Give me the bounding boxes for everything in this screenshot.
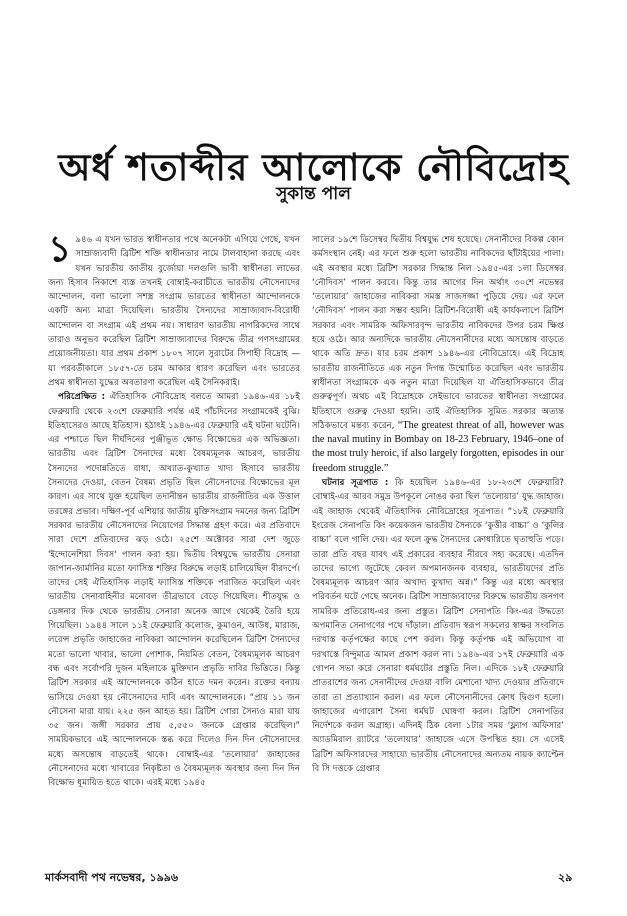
left-paragraph-2-text: ঐতিহাসিক নৌবিদ্রোহ বলতে আমরা ১৯৪৬-এর ১৮ই ফেব্রুয়ারি থেকে ২৩শে ফেব্রুয়ারি পর্যন্ত এই পাঁচদিনের সংগ্রামকেই বুঝি। ইতিহাসেরও আছে ইতিহাস। হঠাৎই ১৯৪৬-এর ফেব্রুয়ারি এই ঘটনা ঘটেনি। এর পশ্চাতে ছিল দীর্ঘদিনের পুঞ্জীভূত ক্ষোভ বিক্ষোভের এক অভিজ্ঞতা। ভারতীয় এবং ব্রিটিশ সৈনাদের মধ্যে বৈষম্যমূলক আচরণ, ভারতীয় সৈন্যদের পদোন্নতিতে বাধা, অখ্যাত-কুখ্যাত খাদ্য হিসাবে ভারতীয় সৈন্যদের দেওয়া, বেতন বৈষম্য প্রভৃতি ছিল নৌসেনাদের বিক্ষোভের মূল কারণ। এর সাথে যুক্ত হয়েছিল তদানীন্তন ভারতীয় রাজনীতির এক উত্তাল তরঙ্গের প্রভাব। দক্ষিণ-পূর্ব এশিয়ার জাতীয় মুক্তিসংগ্রাম দমনের জন্য ব্রিটিশ সরকার ভারতীয় নৌসেনাদের নিয়োগের সিদ্ধান্ত গ্রহণ করে। এর প্রতিবাদে সারা দেশে প্রতিবাদের ঝড় ওঠে। ২৫শে অক্টোবর সারা দেশ জুড়ে 'ইন্দোনেশিয়া দিবস' পালন করা হয়। দ্বিতীয় বিশ্বযুদ্ধে ভারতীয় সেনারা জাপান-জার্মানির মতো ফ্যাসিস্ত শক্তির বিরুদ্ধে লড়াই চালিয়েছিল বীরদর্পে। তাদের সেই ঐতিহাসিক লড়াই ফ্যাসিস্ত শক্তিকে পরাজিত করেছিল এবং ভারতীয় সেনাবাহিনীর মনোবল তীব্রভাবে বেড়ে গিয়েছিল। শীতযুদ্ধ ও ডেঙ্গনার দিক থেকে ভারতীয় সেনারা অনেক আগে থেকেই তৈরি হয়ে গিয়েছিল। ১৯৪৪ সালে ১১ই ফেব্রুয়ারি কলোজ, কুমাওন, আউধ, মারাজ, লরেন্স প্রভৃতি জাহাজের নাবিকরা আন্দোলন করেছিলেন ব্রিটিশ সৈন্যদের মতো ভালো খাবার, ভালো পোশাক, নিয়মিত বেতন, বৈষম্যমূলক আচরণ বন্ধ এবং সর্বোপরি দুজন মহিলাকে মুক্তিদান প্রভৃতি দাবির ভিত্তিতে। কিন্তু ব্রিটিশ সরকার এই আন্দোলনকে কঠিন হাতে দমন করেন। রক্তের বন্যায় ভাসিয়ে দেওয়া হয় নৌসেনাদের দাবি এবং আন্দোলনকে। “প্রায় ১১ জন নৌসেনা মারা যায়। ২২৫ জন আহত হয়। ব্রিটিশ গোরা সৈন্যও মারা যায় ৩৫ জন। জঙ্গী সরকার প্রায় ৫,৫৫০ জনকে গ্রেপ্তার করেছিল।” সাময়িকভাবে এই আন্দোলনকে স্তব্ধ করে দিলেও দিন দিন নৌসেনাদের মধ্যে অসন্তোষ বাড়তেই থাকে। বোম্বাই-এর ‘তলোয়ার’ জাহাজের নৌসেনাদের মধ্যে খাবারের নিকৃষ্টতা ও বৈষম্যমূলক অবস্থার জন্য দিন দিন বিক্ষোভ ধূমায়িত হতে থাকে। এরই মধ্যে ১৯৪৫ <box>48 392 300 789</box>
section-heading-context: পরিপ্রেক্ষিত : <box>58 392 106 403</box>
right-paragraph-2-text: কি হয়েছিল ১৯৪৬-এর ১৮-২৩শে ফেব্রুয়ারি? বোম্বাই-এর আরব সমুদ্র উপকূলে নোঙর করা ছিল ‘তলোয়ার’ যুদ্ধ জাহাজ। এই জাহাজ থেকেই ঐতিহাসিক নৌবিদ্রোহের সূত্রপাত। “১৮ই ফেব্রুয়ারি ইংরেজ সেনাপতি কিং কয়েকজন ভারতীয় সৈন্যকে ‘কুত্তীর বাচ্চা’ ও ‘কুলির বাচ্চা’ বলে গালি দেয়। এর ফলে ক্রুদ্ধ সৈন্যদের ক্রোধাগ্নিতে ঘৃতাহুতি পড়ে। তারা প্রতি বছর যাবৎ এই প্রকারের ব্যবহার নীরবে সহ্য করেছে। এতদিন তাদের ভাগ্যে জুটেছে কেবল অপমানজনক ব্যবহার, ভারতীয়দের প্রতি বৈষম্যমূলক আচরণ আর অখাদ্য কুখাদ্য অন্ন।” কিন্তু এর মধ্যে অবস্থার পরিবর্তন ঘটে গেছে অনেক। ব্রিটিশ সাম্রাজ্যবাদের বিরুদ্ধে ভারতীয় জনগণ সামরিক প্রতিরোধ-এর জন্য প্রস্তুত। ব্রিটিশ সেনাপতি কিং-এর উদ্ধত্যে অপমানিত সেনাগণের পথে দাঁড়াল। প্রতিবাদ স্বরূপ সকলের স্বাক্ষর সংবলিত দরখাস্ত কর্তৃপক্ষের কাছে পেশ করল। কিন্তু কর্তৃপক্ষ এই অভিযোগ বা দরখাস্তে বিন্দুমাত্র আমল প্রকাশ করল না। ১৯৪৬-এর ১৭ই ফেব্রুয়ারি এক গোপন সভা করে সেনারা ধর্মঘটের প্রস্তুতি নিল। এদিকে ১৮ই ফেব্রুয়ারি প্রাতরাশের জন্য সেনানীদের দেওয়া বালি মেশানো খাদ্য দেওয়ার প্রতিবাদে তারা তা প্রত্যাখ্যান করল। এর ফলে নৌসেনানীদের ক্রোধ দ্বিগুণ হলো। জাহাজের এগারোশ সৈন্য ধর্মঘট ঘোষণা করল। ব্রিটিশ সেনাপতির নির্দেশকে করল অগ্রাহ্য। এদিনই ঠিক বেলা ১টার সময় ‘ফ্ল্যাগ অফিসার’ অ্যাডমিরাল র‍্যাটরে ‘তলোয়ার’ জাহাজে এসে উপস্থিত হয়। সে এসেই ব্রিটিশ অফিসারদের সাহায্যে ভারতীয় নৌসেনাদের অন্যতম নায়ক ক্যাপ্টেন বি সি দত্তকে গ্রেপ্তার <box>312 478 564 774</box>
right-paragraph-2 <box>312 476 564 776</box>
article-author: সুকান্ত পাল <box>276 184 351 204</box>
right-paragraph-1-text: সালের ১৯শে ডিসেম্বর দ্বিতীয় বিশ্বযুদ্ধ শেষ হয়েছে। সেনানীদের বিকল্প কোন কর্মসংস্থান নেই। এর ফলে শুরু হলো ভারতীয় নাবিকদের ছাঁটাইয়ের পালা। এই অবস্থার মধ্যে ব্রিটিশ সরকার সিদ্ধান্ত নিল ১৯৪৫-এর ১লা ডিসেম্বর ‘নৌদিবস’ পালন করবে। কিন্তু তার আগের দিন অর্থাৎ ৩০শে নভেম্বর ‘তলোয়ার’ জাহাজের নাবিকরা সমস্ত সাজসজ্জা পুড়িয়ে দেয়। এর ফলে ‘নৌদিবস’ পালন করা সম্ভব হয়নি। ব্রিটিশ-বিরোধী এই কার্যকলাপে ব্রিটিশ সরকার এবং সামরিক অফিসারবৃন্দ ভারতীয় নাবিকদের উপর চরম ক্ষিপ্ত হয়ে ওঠে। আর অন্যদিকে ভারতীয় নৌসেনানীদের মধ্যে অসন্তোষ বাড়তে থাকে অতি দ্রুত। যার চরম প্রকাশ ১৯৪৬-এর নৌবিদ্রোহে। এই বিদ্রোহ ভারতীয় রাজনীতিতে এক নতুন দিগন্ত উন্মোচিত করেছিল এবং ভারতীয় স্বাধীনতা সংগ্রামকে এক নতুন মাত্রা দিয়েছিল যা ঐতিহাসিকভাবে তীব্র গুরুত্বপূর্ণ। অথচ এই বিদ্রোহকে সেইভাবে ভারতের স্বাধীনতা সংগ্রামের ইতিহাসে গুরুত্ব দেওয়া হয়নি। তাই ঐতিহাসিক সুমিত সরকার অত্যন্ত সঠিকভাবে মন্তব্য করেন, <box>312 235 564 431</box>
english-quote: “The greatest threat of all, however was the naval mutiny in Bombay on 18-23 February, 1946–one of the most truly heroic, if also largely forgotten, episodes in our freedom struggle.” <box>312 419 564 474</box>
section-heading-origin: ঘটনার সূত্রপাত : <box>322 478 389 489</box>
right-paragraph-1 <box>312 233 564 476</box>
left-paragraph-1 <box>48 233 300 390</box>
left-paragraph-1-text: ৯৪৬ এ যখন ভারত স্বাধীনতার পথে অনেকটা এগিয়ে গেছে, যখন সাম্রাজ্যবাদী ব্রিটিশ শক্তি স্বাধীনতার নামে টালবাহানা করছে এবং যখন ভারতীয় জাতীয় বুর্জোয়া দলগুলি ভাবী স্বাধীনতা লাভের জন্য হিসাব নিকাশে ব্যস্ত তখনই বোম্বাই-করাচীতে ভারতীয় নৌসেনাদের আন্দোলন, বলা ভালো সশস্ত্র সংগ্রাম ভারতের স্বাধীনতা আন্দোলনকে একটি অন্য মাত্রা দিয়েছিল। ভারতীয় সৈন্যদের সাম্রাজ্যবাদ-বিরোধী আন্দোলন বা সংগ্রাম এই প্রথম নয়। সাধারণ ভারতীয় নাগরিকদের সাথে তারাও অনুভব করেছিল ব্রিটিশ সাম্রাজ্যবাদের বিরুদ্ধে তীব্র গণসংগ্রামের প্রয়োজনীয়তা। যার প্রথম প্রকাশ ১৮০৭ সালে সুরাটের সিপাহী বিদ্রোহ — যা পরবর্তীকালে ১৮৫৭-তে চরম আকার ধারণ করেছিল এবং ভারতের প্রথম স্বাধীনতা যুদ্ধের অবতারণা করেছিল এই সৈনিকরাই। <box>48 235 300 388</box>
footer-publication: মার্কসবাদী পথ নভেম্বর, ১৯৯৬ <box>45 871 179 884</box>
article-title: অর্ধ শতাব্দীর আলোকে নৌবিদ্রোহ <box>58 145 569 189</box>
left-column <box>48 233 300 843</box>
left-paragraph-2 <box>48 390 300 790</box>
drop-cap: ১ <box>48 233 72 270</box>
right-column <box>312 233 564 843</box>
page-number: ২৯ <box>558 871 573 884</box>
